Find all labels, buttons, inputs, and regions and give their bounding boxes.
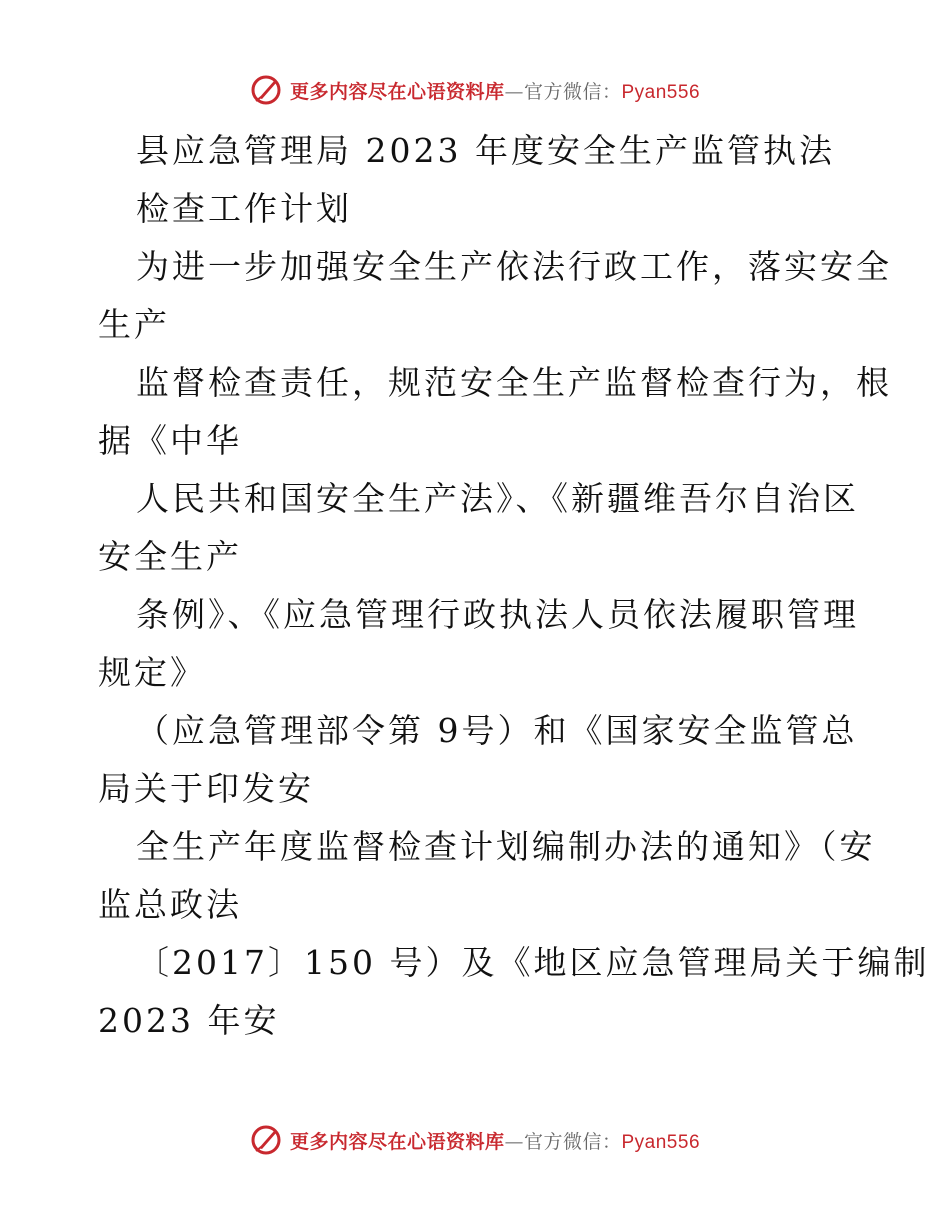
text-line: 2023 年安 <box>98 1001 280 1040</box>
text-line: 为进一步加强安全生产依法行政工作，落实安全 <box>136 247 892 286</box>
text-line: 〔2017〕150 号）及《地区应急管理局关于编制 <box>136 943 930 982</box>
text-line: 全生产年度监督检查计划编制办法的通知》（安 <box>136 827 876 866</box>
watermark-text: 更多内容尽在心语资料库—官方微信：Pyan556 <box>289 80 701 103</box>
text-line: 条例》、《应急管理行政执法人员依法履职管理 <box>136 595 859 634</box>
text-line: 规定》 <box>98 653 206 692</box>
quill-logo-icon <box>250 1124 282 1156</box>
text-line: 人民共和国安全生产法》、《新疆维吾尔自治区 <box>136 479 859 518</box>
text-line: 县应急管理局 2023 年度安全生产监管执法 <box>136 131 835 170</box>
watermark-header <box>0 70 950 110</box>
quill-logo-icon <box>250 74 282 106</box>
text-line: 安全生产 <box>98 537 242 576</box>
text-line: 检查工作计划 <box>136 189 352 228</box>
text-line: 据《中华 <box>98 421 242 460</box>
document-body <box>98 122 930 1050</box>
text-line: 生产 <box>98 305 170 344</box>
text-line: 监总政法 <box>98 885 242 924</box>
watermark-text: 更多内容尽在心语资料库—官方微信：Pyan556 <box>289 1130 701 1153</box>
text-line: （应急管理部令第 9号）和《国家安全监管总 <box>136 711 858 750</box>
watermark-footer <box>0 1120 950 1160</box>
text-line: 局关于印发安 <box>98 769 314 808</box>
text-line: 监督检查责任，规范安全生产监督检查行为，根 <box>136 363 892 402</box>
